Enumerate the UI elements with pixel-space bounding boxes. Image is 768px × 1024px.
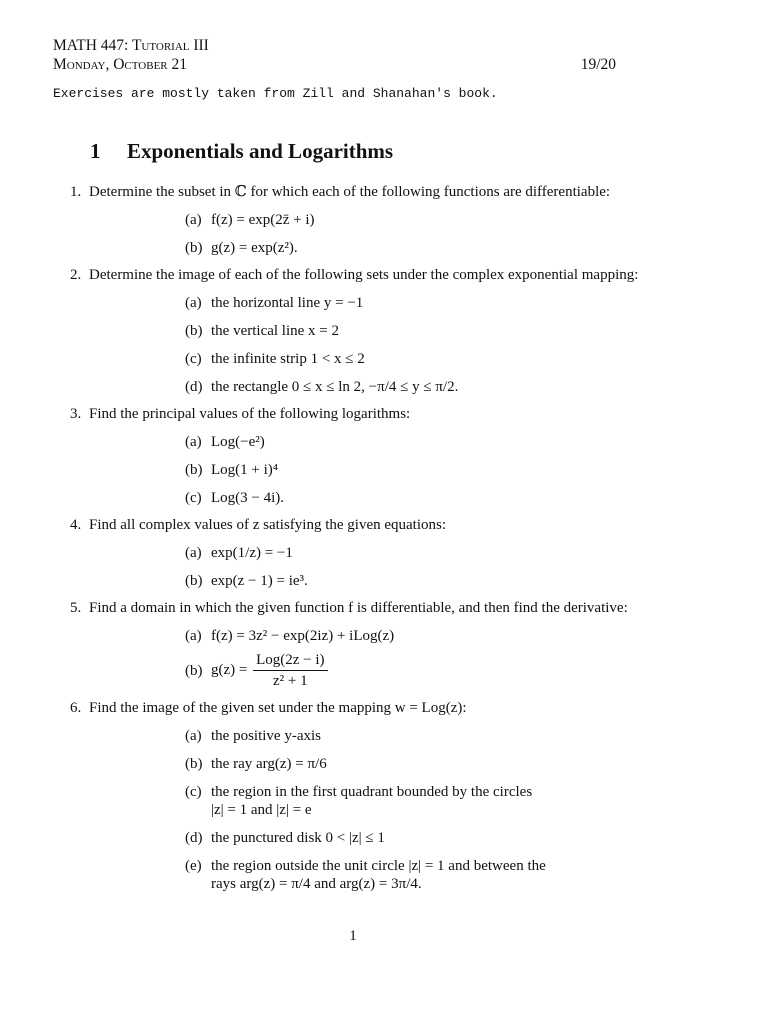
tutorial-date: Monday, October 21: [53, 56, 188, 73]
fraction: [253, 651, 327, 690]
exercise-list: [0, 183, 768, 902]
question-number: 6.: [70, 700, 82, 716]
question-1: [0, 183, 768, 257]
fraction-numerator: Log(2z − i): [253, 651, 327, 671]
part-2c: (c) the infinite strip 1 < x ≤ 2: [185, 351, 365, 367]
part-1b: (b) g(z) = exp(z²).: [185, 240, 298, 256]
source-note: Exercises are mostly taken from Zill and Shanahan's book.: [53, 86, 498, 101]
question-text: Find a domain in which the given function f is differentiable, and then find the derivative:: [89, 600, 628, 616]
part-6d: (d) the punctured disk 0 < |z| ≤ 1: [185, 830, 385, 846]
part-1a: (a) f(z) = exp(2z̄ + i): [185, 212, 315, 228]
part-6c: (c) the region in the first quadrant bounded by the circles |z| = 1 and |z| = e: [185, 784, 533, 818]
question-number: 2.: [70, 267, 82, 283]
question-text: Find all complex values of z satisfying the given equations:: [89, 517, 447, 533]
question-text: Determine the subset in ℂ for which each of the following functions are differentiable:: [89, 184, 611, 200]
course-title: MATH 447: Tutorial III: [53, 37, 209, 54]
section-title: Exponentials and Logarithms: [127, 139, 394, 163]
part-4b: (b) exp(z − 1) = ie³.: [185, 573, 308, 589]
section-heading: [90, 139, 393, 164]
question-number: 1.: [70, 184, 82, 200]
question-number: 5.: [70, 600, 82, 616]
question-number: 4.: [70, 517, 82, 533]
part-3a: (a) Log(−e²): [185, 434, 265, 450]
part-6a: (a) the positive y-axis: [185, 728, 321, 744]
question-text: Determine the image of each of the following sets under the complex exponential mapping:: [89, 267, 639, 283]
part-4a: (a) exp(1/z) = −1: [185, 545, 293, 561]
part-2a: (a) the horizontal line y = −1: [185, 295, 364, 311]
question-4: [0, 516, 768, 590]
part-3b: (b) Log(1 + i)⁴: [185, 462, 279, 478]
question-2: [0, 266, 768, 396]
question-3: [0, 405, 768, 507]
question-number: 3.: [70, 406, 82, 422]
question-text: Find the image of the given set under the mapping w = Log(z):: [89, 700, 467, 716]
part-3c: (c) Log(3 − 4i).: [185, 490, 285, 506]
section-number: 1: [90, 139, 101, 163]
part-2d: (d) the rectangle 0 ≤ x ≤ ln 2, −π/4 ≤ y ≤ π/2.: [185, 379, 459, 395]
fraction-denominator: z² + 1: [273, 673, 308, 689]
part-6e: (e) the region outside the unit circle |z| = 1 and between the rays arg(z) = π/4 and arg(z) = 3π/4.: [185, 858, 546, 892]
question-6: [0, 699, 768, 893]
part-2b: (b) the vertical line x = 2: [185, 323, 339, 339]
part-5a: (a) f(z) = 3z² − exp(2iz) + iLog(z): [185, 628, 395, 644]
fraction-lhs: g(z) =: [211, 661, 248, 678]
academic-term: 19/20: [580, 56, 616, 73]
part-5b: (b) g(z) = $\frac{\text{Log(2z − i)}}{\text{z² + 1}}$: [89, 651, 658, 690]
part-6b: (b) the ray arg(z) = π/6: [185, 756, 327, 772]
question-text: Find the principal values of the following logarithms:: [89, 406, 411, 422]
question-5: [0, 599, 768, 690]
page-number: 1: [349, 928, 357, 944]
